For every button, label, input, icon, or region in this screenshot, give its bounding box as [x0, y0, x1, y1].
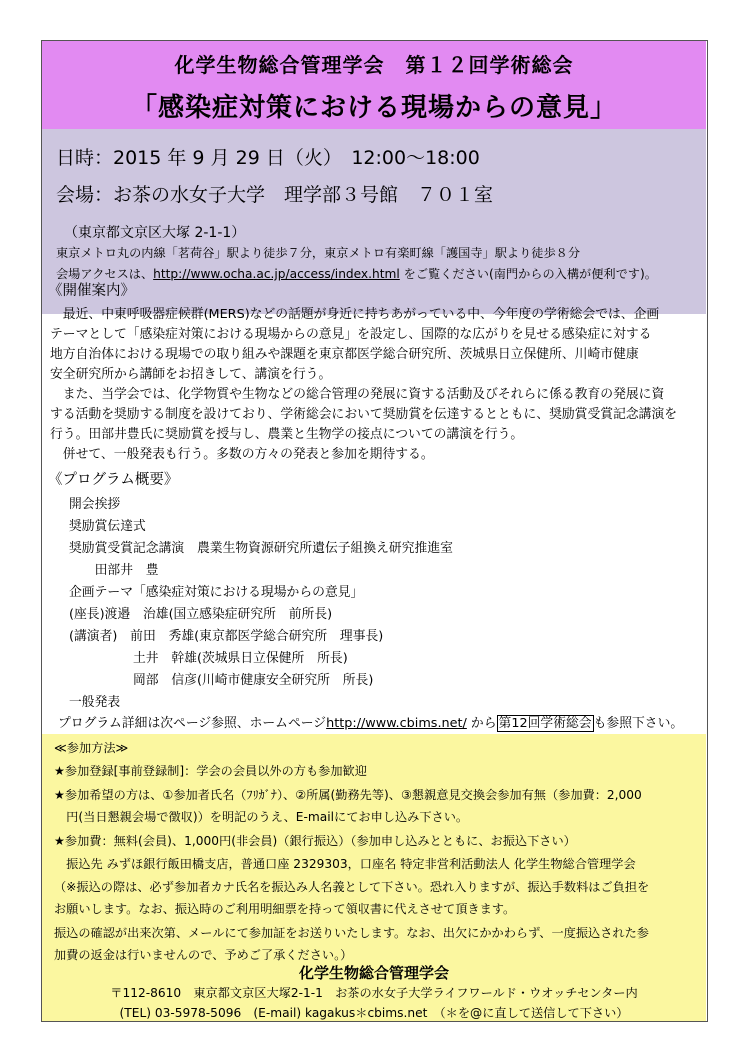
homepage-link[interactable]: http://www.cbims.net/: [326, 716, 467, 731]
program-heading: 《プログラム概要》: [48, 472, 179, 488]
program-item: 一般発表: [69, 695, 121, 710]
program-detail-suffix: も参照下さい。: [593, 716, 684, 731]
access-link[interactable]: http://www.ocha.ac.jp/access/index.html: [153, 267, 400, 281]
access-info: [56, 265, 657, 282]
program-item: 奨励賞伝達式: [69, 519, 146, 534]
access-prefix: 会場アクセスは、: [56, 267, 154, 281]
event-theme: 「感染症対策における現場からの意見」: [130, 93, 617, 123]
organizer-name: 化学生物総合管理学会: [298, 964, 449, 982]
program-item: 開会挨拶: [69, 497, 121, 512]
outline-line: 最近、中東呼吸器症候群(MERS)などの話題が身近に持ちあがっている中、今年度の学術総会では、企画: [50, 307, 660, 322]
organizer-contact: (TEL) 03-5978-5096 (E-mail) kagakus＊cbims.net （＊を@に直して送信して下さい）: [119, 1006, 629, 1020]
participation-line: ★参加希望の方は、①参加者氏名（ﾌﾘｶﾞﾅ）、②所属(勤務先等)、③懇親意見交換会参加有無（参加費：2,000: [54, 788, 642, 802]
participation-line: ★参加登録[事前登録制]：学会の会員以外の方も参加歓迎: [54, 764, 367, 778]
outline-line: 行う。田部井豊氏に奨励賞を授与し、農業と生物学の接点についての講演を行う。: [50, 427, 524, 442]
outline-line: また、当学会では、化学物質や生物などの総合管理の発展に資する活動及びそれらに係る教育の発展に資: [50, 387, 665, 402]
program-item: 企画テーマ「感染症対策における現場からの意見」: [69, 585, 364, 600]
outline-heading: 《開催案内》: [48, 283, 135, 299]
event-datetime: 日時：2015 年 9 月 29 日（火） 12:00～18:00: [56, 147, 480, 169]
info-band: [42, 129, 706, 314]
participation-line: お願いします。なお、振込時のご利用明細票を持って領収書に代えさせて頂きます。: [54, 902, 516, 916]
participation-line: 振込先 みずほ銀行飯田橋支店，普通口座 2329303，口座名 特定非営利活動法人 化学生物総合管理学会: [54, 857, 636, 871]
venue-address: （東京都文京区大塚 2-1-1）: [64, 225, 246, 241]
participation-line: 加費の返金は行いませんので、予めご了承ください。）: [54, 948, 353, 962]
program-item: 土井 幹雄(茨城県日立保健所 所長): [69, 651, 348, 666]
participation-heading: ≪参加方法≫: [54, 741, 129, 755]
program-detail: [58, 712, 683, 731]
access-directions: 東京メトロ丸の内線「茗荷谷」駅より徒歩７分，東京メトロ有楽町線「護国寺」駅より徒歩８分: [56, 246, 581, 260]
title-band: [42, 41, 706, 129]
participation-line: 振込の確認が出来次第、メールにて参加証をお送りいたします。なお、出欠にかかわらず、一度振込された参: [54, 926, 649, 940]
participation-line: 円(当日懇親会場で徴収)）を明記のうえ、E-mailにてお申し込み下さい。: [54, 810, 469, 824]
participation-line: ★参加費：無料(会員)、1,000円(非会員)（銀行振込）（参加申し込みとともに、お振込下さい）: [54, 834, 576, 848]
event-venue: 会場：お茶の水女子大学 理学部３号館 ７０１室: [56, 184, 494, 206]
outline-line: 安全研究所から講師をお招きして、講演を行う。: [50, 367, 332, 382]
program-item: 田部井 豊: [69, 563, 159, 578]
program-item: 岡部 信彦(川崎市健康安全研究所 所長): [69, 673, 374, 688]
outline-line: 地方自治体における現場での取り組みや課題を東京都医学総合研究所、茨城県日立保健所、川崎市健康: [50, 347, 639, 362]
program-detail-mid: から: [466, 716, 497, 731]
program-detail-prefix: プログラム詳細は次ページ参照、ホームページ: [58, 716, 327, 731]
program-item: 奨励賞受賞記念講演 農業生物資源研究所遺伝子組換え研究推進室: [69, 541, 453, 556]
flyer-frame: [41, 40, 708, 1022]
organizer-address: 〒112-8610 東京都文京区大塚2-1-1 お茶の水女子大学ライフワールド・ウオッチセンター内: [110, 986, 638, 1000]
outline-line: テーマとして「感染症対策における現場からの意見」を設定し、国際的な広がりを見せる感染症に対する: [50, 327, 652, 342]
program-item: (座長)渡邉 治雄(国立感染症研究所 前所長): [69, 607, 333, 622]
program-boxed-label: 第12回学術総会: [498, 716, 592, 731]
outline-line: する活動を奨励する制度を設けており、学術総会において奨励賞を伝達するとともに、奨励賞受賞記念講演を: [50, 407, 678, 422]
event-title: 化学生物総合管理学会 第１２回学術総会: [174, 53, 574, 77]
program-item: (講演者) 前田 秀雄(東京都医学総合研究所 理事長): [69, 629, 384, 644]
participation-line: （※振込の際は、必ず参加者カナ氏名を振込み人名義として下さい。恐れ入りますが、振込手数料はご負担を: [54, 880, 650, 894]
access-suffix: をご覧ください(南門からの入構が便利です)。: [399, 267, 657, 281]
participation-band: [42, 734, 706, 1021]
outline-line: 併せて、一般発表も行う。多数の方々の発表と参加を期待する。: [50, 447, 434, 462]
